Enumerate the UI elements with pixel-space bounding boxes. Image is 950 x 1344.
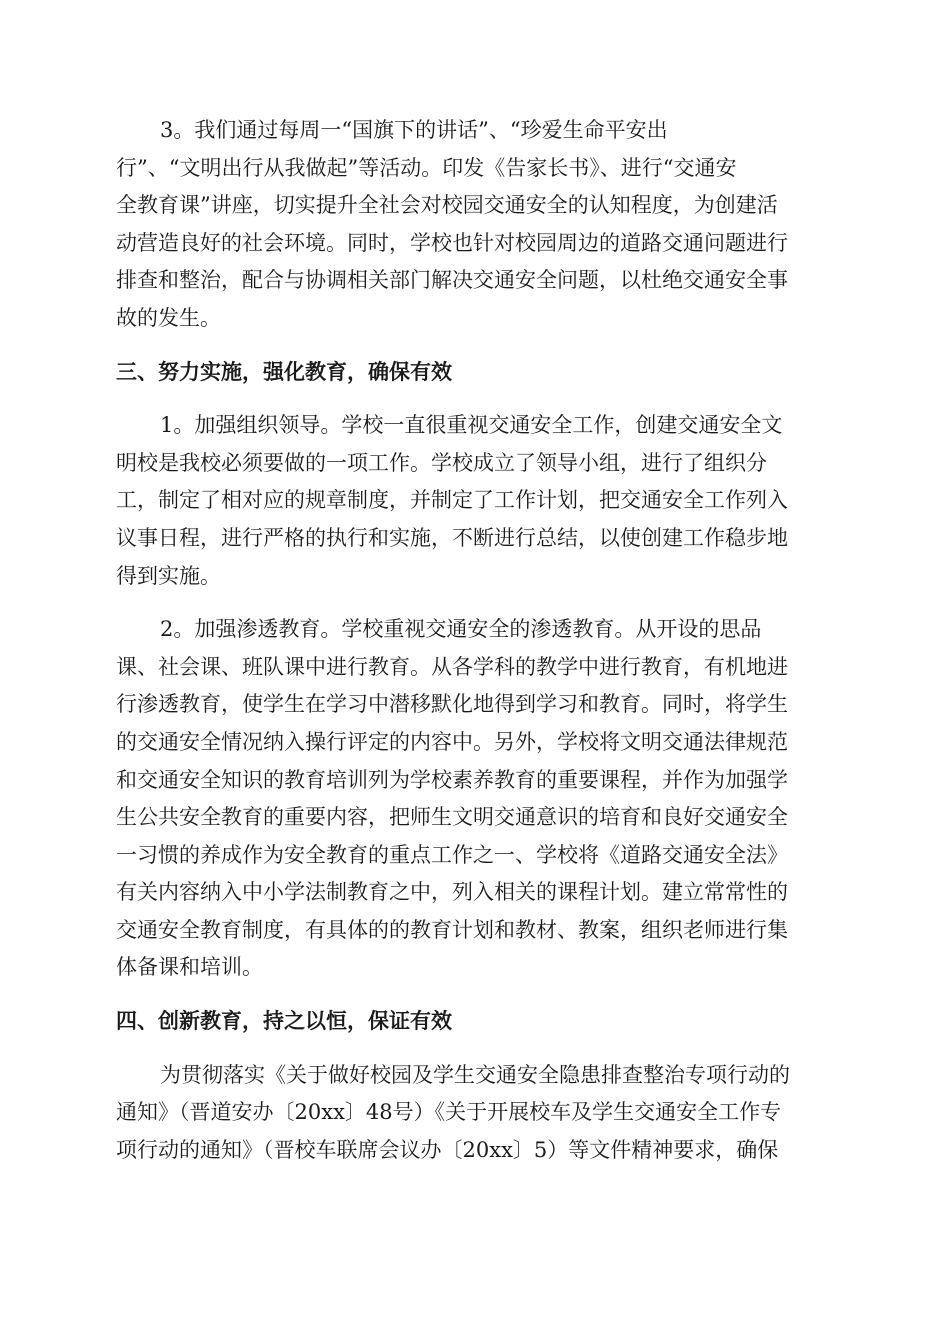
text-line: 得到实施。	[116, 563, 221, 588]
text-line: 体备课和培训。	[116, 955, 263, 980]
text-line: 动营造良好的社会环境。同时，学校也针对校园周边的道路交通问题进行	[116, 230, 788, 255]
text-line: 行”、“文明出行从我做起”等活动。印发《告家长书》、进行“交通安	[116, 155, 737, 180]
text-line: 课、社会课、班队课中进行教育。从各学科的教学中进行教育，有机地进	[116, 654, 788, 679]
text-line: 和交通安全知识的教育培训列为学校素养教育的重要课程，并作为加强学	[116, 767, 788, 792]
text-line: 为贯彻落实《关于做好校园及学生交通安全隐患排查整治专项行动的	[160, 1062, 790, 1087]
paragraph-notices	[116, 1057, 836, 1170]
text-line: 故的发生。	[116, 305, 221, 330]
paragraph-education	[116, 611, 836, 987]
text-line: 1。加强组织领导。学校一直很重视交通安全工作，创建交通安全文	[160, 413, 783, 438]
paragraph-activities	[116, 112, 836, 338]
paragraph-organization	[116, 407, 836, 595]
text-line: 行渗透教育，使学生在学习中潜移默化地得到学习和教育。同时，将学生	[116, 692, 788, 717]
text-line: 排查和整治，配合与协调相关部门解决交通安全问题，以杜绝交通安全事	[116, 268, 788, 293]
text-line: 生公共安全教育的重要内容，把师生文明交通意识的培育和良好交通安全	[116, 805, 788, 830]
text-line: 明校是我校必须要做的一项工作。学校成立了领导小组，进行了组织分	[116, 450, 767, 475]
text-line: 工，制定了相对应的规章制度，并制定了工作计划，把交通安全工作列入	[116, 488, 788, 513]
section-heading-four: 四、创新教育，持之以恒，保证有效	[116, 1009, 452, 1034]
text-line: 一习惯的养成作为安全教育的重点工作之一、学校将《道路交通安全法》	[116, 842, 788, 867]
text-line: 议事日程，进行严格的执行和实施，不断进行总结，以使创建工作稳步地	[116, 525, 788, 550]
text-line: 2。加强渗透教育。学校重视交通安全的渗透教育。从开设的思品	[160, 617, 762, 642]
section-heading-three: 三、努力实施，强化教育，确保有效	[116, 359, 452, 384]
document-page	[116, 112, 836, 1185]
text-line: 通知》（晋道安办〔20xx〕48号）《关于开展校车及学生交通安全工作专	[116, 1100, 782, 1125]
text-line: 项行动的通知》（晋校车联席会议办〔20xx〕5）等文件精神要求，确保	[116, 1137, 779, 1162]
text-line: 3。我们通过每周一“国旗下的讲话”、“珍爱生命平安出	[160, 118, 668, 142]
text-line: 交通安全教育制度，有具体的的教育计划和教材、教案，组织老师进行集	[116, 917, 788, 942]
text-line: 的交通安全情况纳入操行评定的内容中。另外，学校将文明交通法律规范	[116, 729, 788, 754]
text-line: 全教育课”讲座，切实提升全社会对校园交通安全的认知程度，为创建活	[116, 193, 778, 218]
text-line: 有关内容纳入中小学法制教育之中，列入相关的课程计划。建立常常性的	[116, 880, 788, 905]
